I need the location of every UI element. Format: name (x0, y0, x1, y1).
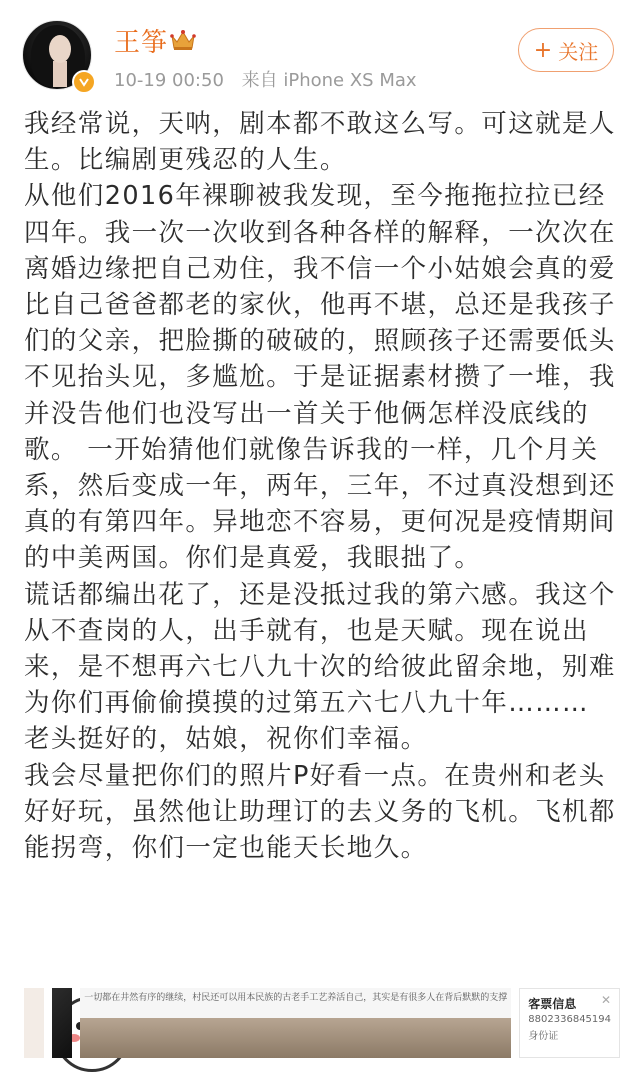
post-paragraph: 我经常说，天呐，剧本都不敢这么写。可这就是人生。比编剧更残忍的人生。 (24, 109, 616, 176)
thumbnail-photo (80, 1018, 511, 1058)
post-meta (114, 66, 417, 92)
ticket-info-title: 客票信息 (528, 997, 577, 1011)
post-paragraph: 谎话都编出花了，还是没抵过我的第六感。我这个从不查岗的人，出手就有，也是天赋。现在说出来，是不想再六七八九十次的给彼此留余地，别难为你们再偷偷摸摸的过第五六七八九十年……… 老头挺好的，姑娘，祝你们幸福。 (24, 579, 616, 755)
follow-plus-icon: + (533, 37, 553, 63)
follow-label: 关注 (558, 39, 599, 64)
image-thumbnail[interactable] (519, 988, 620, 1058)
verified-badge-icon (72, 70, 96, 94)
close-icon: ✕ (600, 993, 612, 1007)
ticket-number: 8802336845194 (528, 1014, 612, 1025)
post-header (0, 0, 640, 104)
follow-button[interactable] (518, 28, 614, 72)
ticket-id-label: 身份证 (528, 1031, 559, 1042)
image-grid (24, 988, 620, 1046)
image-thumbnail[interactable] (80, 988, 511, 1058)
post-paragraph: 我会尽量把你们的照片P好看一点。在贵州和老头好好玩，虽然他让助理订的去义务的飞机。飞机都能拐弯，你们一定也能天长地久。 (24, 760, 616, 864)
avatar-face (49, 35, 71, 63)
image-thumbnail[interactable] (24, 988, 44, 1058)
post-body (24, 106, 620, 866)
post-timestamp: 10-19 00:50 (114, 70, 224, 91)
thumbnail-caption: 一切都在井然有序的继续，村民还可以用本民族的古老手工艺养活自己，其实是有很多人在背后默默的支撑 (84, 993, 508, 1003)
post-paragraph: 从他们2016年裸聊被我发现，至今拖拖拉拉已经四年。我一次一次收到各种各样的解释，一次次在离婚边缘把自己劝住，我不信一个小姑娘会真的爱比自己爸爸都老的家伙，他再不堪，总还是我孩子们的父亲，把脸撕的破破的，照顾孩子还需要低头不见抬头见，多尴尬。于是证据素材攒了一堆，我并没告他们也没写出一首关于他俩怎样没底线的歌。 一开始猜他们就像告诉我的一样，几个月关系，然后变成一年，两年，三年，不过真没想到还真的有第四年。异地恋不容易，更何况是疫情期间的中美两国。你们是真爱，我眼拙了。 (24, 181, 616, 574)
post-source: 来自 iPhone XS Max (241, 70, 417, 91)
username[interactable]: 王筝 (114, 28, 169, 58)
avatar-neck (53, 61, 67, 87)
crown-icon (170, 28, 196, 52)
dark-photo (52, 988, 72, 1058)
image-thumbnail[interactable] (52, 988, 72, 1058)
